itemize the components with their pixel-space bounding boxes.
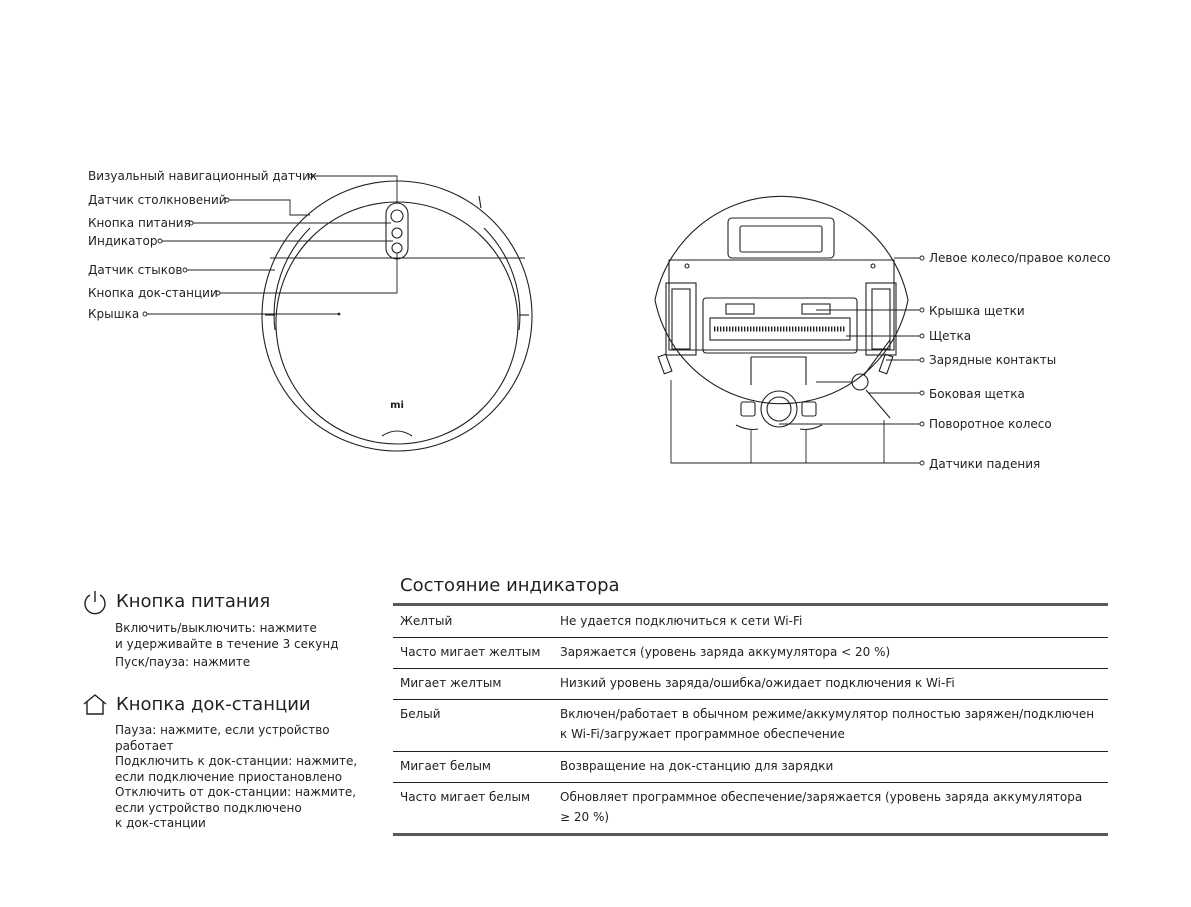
dock-line: к док-станции (115, 816, 206, 830)
state-cell: Мигает желтым (393, 669, 553, 700)
table-row (393, 783, 1108, 835)
state-cell: Мигает белым (393, 752, 553, 783)
meaning-cell: Обновляет программное обеспечение/заряжается (уровень заряда аккумулятора ≥ 20 %) (553, 783, 1108, 835)
dock-button-description (115, 723, 357, 832)
dock-line: если устройство подключено (115, 800, 302, 815)
label-side-brush: Боковая щетка (929, 387, 1025, 401)
meaning-cell: Заряжается (уровень заряда аккумулятора < 20 %) (553, 638, 1108, 669)
power-button-description (115, 621, 339, 671)
label-charging-contacts: Зарядные контакты (929, 353, 1057, 367)
state-cell: Желтый (393, 605, 553, 638)
state-cell: Часто мигает белым (393, 783, 553, 835)
label-dock-button: Кнопка док-станции (88, 286, 218, 300)
table-row (393, 638, 1108, 669)
label-dock-sensor: Датчик стыков (88, 263, 183, 277)
dock-line: работает (115, 738, 174, 753)
meaning-cell: Не удается подключиться к сети Wi-Fi (553, 605, 1108, 638)
meaning-cell: Включен/работает в обычном режиме/аккумулятор полностью заряжен/подключен к Wi-Fi/загружает программное обеспечение (553, 700, 1108, 752)
label-indicator: Индикатор (88, 234, 158, 248)
label-wheels: Левое колесо/правое колесо (929, 251, 1111, 265)
power-button-heading (82, 589, 270, 615)
table-row (393, 669, 1108, 700)
power-button-title: Кнопка питания (116, 591, 271, 612)
state-cell: Часто мигает желтым (393, 638, 553, 669)
table-row (393, 605, 1108, 638)
dock-line: Подключить к док-станции: нажмите, (115, 754, 358, 768)
dock-line: если подключение приостановлено (115, 769, 343, 784)
home-icon (82, 692, 108, 718)
label-power-button: Кнопка питания (88, 216, 191, 230)
table-row (393, 752, 1108, 783)
brand-mark: mi (390, 400, 404, 411)
label-collision-sensor: Датчик столкновений (88, 193, 227, 207)
label-caster-wheel: Поворотное колесо (929, 417, 1052, 431)
label-brush-cover: Крышка щетки (929, 304, 1025, 318)
power-icon (82, 589, 108, 615)
label-lid: Крышка (88, 307, 140, 321)
indicator-table-title: Состояние индикатора (400, 575, 620, 596)
table-row (393, 700, 1108, 752)
power-line: Включить/выключить: нажмите (115, 621, 317, 635)
dock-line: Пауза: нажмите, если устройство (115, 723, 330, 737)
label-cliff-sensors: Датчики падения (929, 457, 1041, 471)
power-line: и удерживайте в течение 3 секунд (115, 636, 339, 651)
label-visual-nav-sensor: Визуальный навигационный датчик (88, 169, 318, 183)
indicator-table (393, 603, 1108, 836)
dock-button-heading (82, 692, 311, 718)
state-cell: Белый (393, 700, 553, 752)
dock-line: Отключить от док-станции: нажмите, (115, 785, 357, 799)
power-line: Пуск/пауза: нажмите (115, 655, 251, 669)
dock-button-title: Кнопка док-станции (116, 694, 311, 715)
meaning-cell: Низкий уровень заряда/ошибка/ожидает подключения к Wi-Fi (553, 669, 1108, 700)
meaning-cell: Возвращение на док-станцию для зарядки (553, 752, 1108, 783)
label-brush: Щетка (929, 329, 972, 343)
